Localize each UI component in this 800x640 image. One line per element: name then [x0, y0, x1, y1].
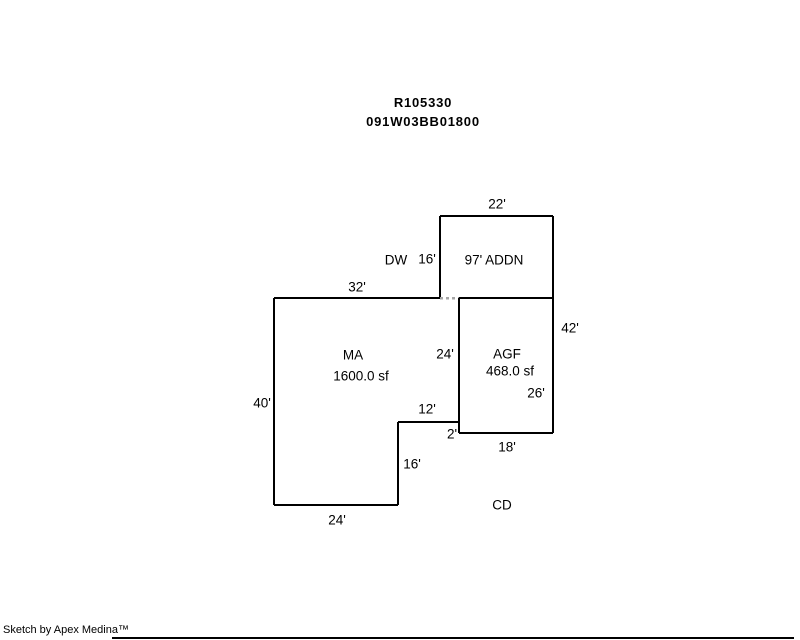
area-name-label: AGF	[493, 346, 521, 362]
dimension-label: 24'	[436, 346, 454, 362]
footer-rule	[112, 637, 794, 639]
area-name-label: DW	[384, 252, 408, 268]
dimension-label: 22'	[488, 196, 506, 212]
dimension-label: 16'	[418, 251, 436, 267]
area-size-label: 1600.0 sf	[333, 368, 389, 384]
dimension-label: 40'	[253, 395, 271, 411]
area-name-label: CD	[492, 497, 512, 513]
map-taxlot-number: 091W03BB01800	[366, 114, 480, 129]
dimension-label: 2'	[446, 426, 458, 442]
dimension-label: 42'	[561, 320, 579, 336]
parcel-account-number: R105330	[393, 95, 453, 110]
dimension-label: 12'	[418, 401, 436, 417]
dimension-label: 32'	[348, 279, 366, 295]
dimension-label: 16'	[403, 456, 421, 472]
area-name-label: MA	[342, 347, 364, 363]
dimension-label: 18'	[498, 439, 516, 455]
sketch-credit: Sketch by Apex Medina™	[3, 624, 129, 636]
area-size-label: 468.0 sf	[485, 363, 535, 379]
dimension-label: 26'	[527, 385, 545, 401]
dimension-label: 24'	[328, 512, 346, 528]
area-name-label: 97' ADDN	[464, 252, 524, 268]
